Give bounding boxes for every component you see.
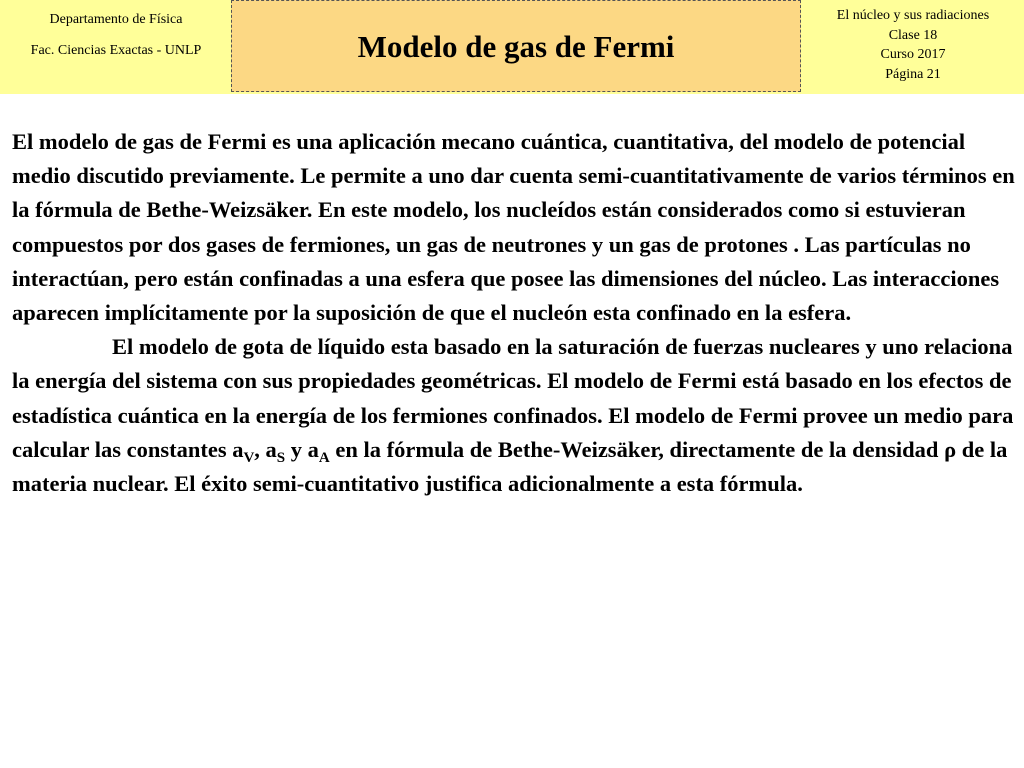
paragraph-2-start: El modelo de gota de líquido esta basado en la saturación de fuerzas nucleares y uno relaciona la energía del sistema con sus propiedades geométricas. El modelo de Fermi está basado en los efectos de estadística cuántica en la energía de los fermiones confinados. El modelo de Fermi provee un medio para calcular las constantes a (12, 334, 1014, 462)
slide-title: Modelo de gas de Fermi (357, 29, 675, 64)
faculty-label: Fac. Ciencias Exactas - UNLP (30, 43, 202, 58)
separator-1: , a (254, 436, 277, 462)
title-box (231, 0, 801, 92)
class-number-label: Clase 18 (888, 27, 938, 43)
header-left-block (0, 4, 232, 66)
page-number-label: Página 21 (885, 66, 941, 82)
slide-body (12, 125, 1017, 501)
slide-header (0, 0, 1024, 94)
separator-2: y a (285, 436, 319, 462)
subscript-v: V (243, 449, 255, 466)
paragraph-2-end: en la fórmula de Bethe-Weizsäker, directamente de la densidad ρ de la materia nuclear. El éxito semi-cuantitativo justifica adicionalmente a esta fórmula. (12, 436, 1008, 497)
paragraph-1: El modelo de gas de Fermi es una aplicación mecano cuántica, cuantitativa, del modelo de potencial medio discutido previamente. Le permite a uno dar cuenta semi-cuantitativamente de varios términos en la fórmula de Bethe-Weizsäker. En este modelo, los nucleídos están considerados como si estuvieran compuestos por dos gases de fermiones, un gas de neutrones y un gas de protones . Las partículas no interactúan, pero están confinadas a una esfera que posee las dimensiones del núcleo. Las interacciones aparecen implícitamente por la suposición de que el nucleón esta confinado en la esfera. (12, 129, 1015, 326)
subscript-s: S (276, 449, 286, 466)
course-name-label: El núcleo y sus radiaciones (836, 8, 990, 23)
subscript-a: A (318, 449, 330, 466)
paragraph-2 (12, 330, 1017, 501)
header-right-block (802, 6, 1024, 84)
course-year-label: Curso 2017 (880, 47, 946, 62)
department-label: Departamento de Física (49, 12, 183, 27)
